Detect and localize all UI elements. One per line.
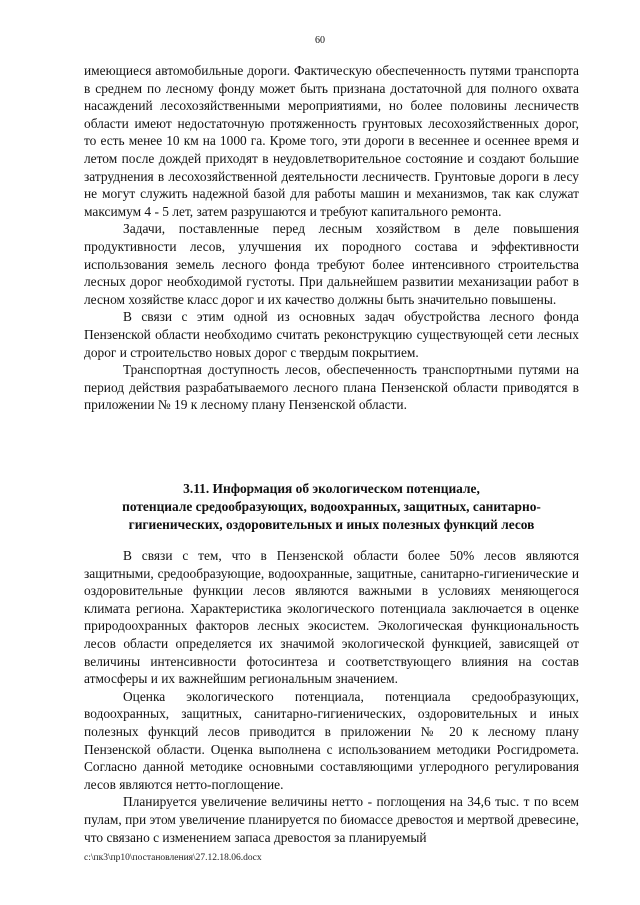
section-heading <box>84 480 579 534</box>
paragraph-protective-forests: В связи с тем, что в Пензенской области более 50% лесов являются защитными, средообразующие, водоохранные, защитные, санитарно-гигиенические и оздоровительные функции лесов являются важными в условиях меняющегося климата региона. Характеристика экологического потенциала заключается в оценке природоохранных факторов лесных экосистем. Экологическая функциональность лесов области определяется их значимой экологической функцией, зависящей от величины интенсивности фотосинтеза и соответствующего влияния на состав атмосферы и их важнейшим региональным значением. <box>84 548 579 687</box>
paragraph-road-reconstruction: В связи с этим одной из основных задач обустройства лесного фонда Пензенской области необходимо считать реконструкцию существующей сети лесных дорог и строительство новых дорог с твердым покрытием. <box>84 309 579 360</box>
text-block-roads <box>84 62 579 414</box>
text-block-ecology <box>84 547 579 846</box>
section-heading-line: потенциале средообразующих, водоохранных, защитных, санитарно- <box>122 499 541 514</box>
paragraph-ecological-assessment: Оценка экологического потенциала, потенциала средообразующих, водоохранных, защитных, санитарно-гигиенических, оздоровительных и иных полезных функций лесов приводится в приложении № 20 к лесному плану Пензенской области. Оценка выполнена с использованием методики Росгидромета. Согласно данной методике основными составляющими углеродного регулирования лесов являются нетто-поглощение. <box>84 688 579 792</box>
paragraph-transport-accessibility: Транспортная доступность лесов, обеспеченность транспортными путями на период действия разрабатываемого лесного плана Пензенской области приводятся в приложении № 19 к лесному плану Пензенской области. <box>84 362 579 413</box>
paragraph-roads-continuation: имеющиеся автомобильные дороги. Фактическую обеспеченность путями транспорта в среднем по лесному фонду может быть признана достаточной для полного охвата насаждений лесохозяйственными мероприятиями, но более половины лесничеств области имеют недостаточную протяженность грунтовых лесохозяйственных дорог, то есть менее 10 км на 1000 га. Кроме того, эти дороги в весеннее и осеннее время и летом после дождей приходят в неудовлетворительное состояние и создают большие затруднения в лесохозяйственной деятельности лесничеств. Грунтовые дороги в лесу не могут служить надежной базой для работы машин и механизмов, так как служат максимум 4 - 5 лет, затем разрушаются и требуют капитального ремонта. <box>84 63 579 219</box>
section-heading-line: гигиенических, оздоровительных и иных полезных функций лесов <box>128 517 535 532</box>
paragraph-road-tasks: Задачи, поставленные перед лесным хозяйством в деле повышения продуктивности лесов, улучшения их породного состава и эффективности использования земель лесного фонда требуют более интенсивного строительства лесных дорог необходимой густоты. При дальнейшем развитии механизации работ в лесном хозяйстве класс дорог и их качество должны быть значительно повышены. <box>84 221 579 307</box>
page-number: 60 <box>315 35 325 46</box>
paragraph-net-absorption: Планируется увеличение величины нетто - поглощения на 34,6 тыс. т по всем пулам, при этом увеличение планируется по биомассе древостоя и мертвой древесине, что связано с изменением запаса древостоя за планируемый <box>84 794 579 845</box>
footer-file-path: c:\пк3\пр10\постановления\27.12.18.06.docx <box>84 853 262 863</box>
section-heading-line: 3.11. Информация об экологическом потенциале, <box>183 481 480 496</box>
